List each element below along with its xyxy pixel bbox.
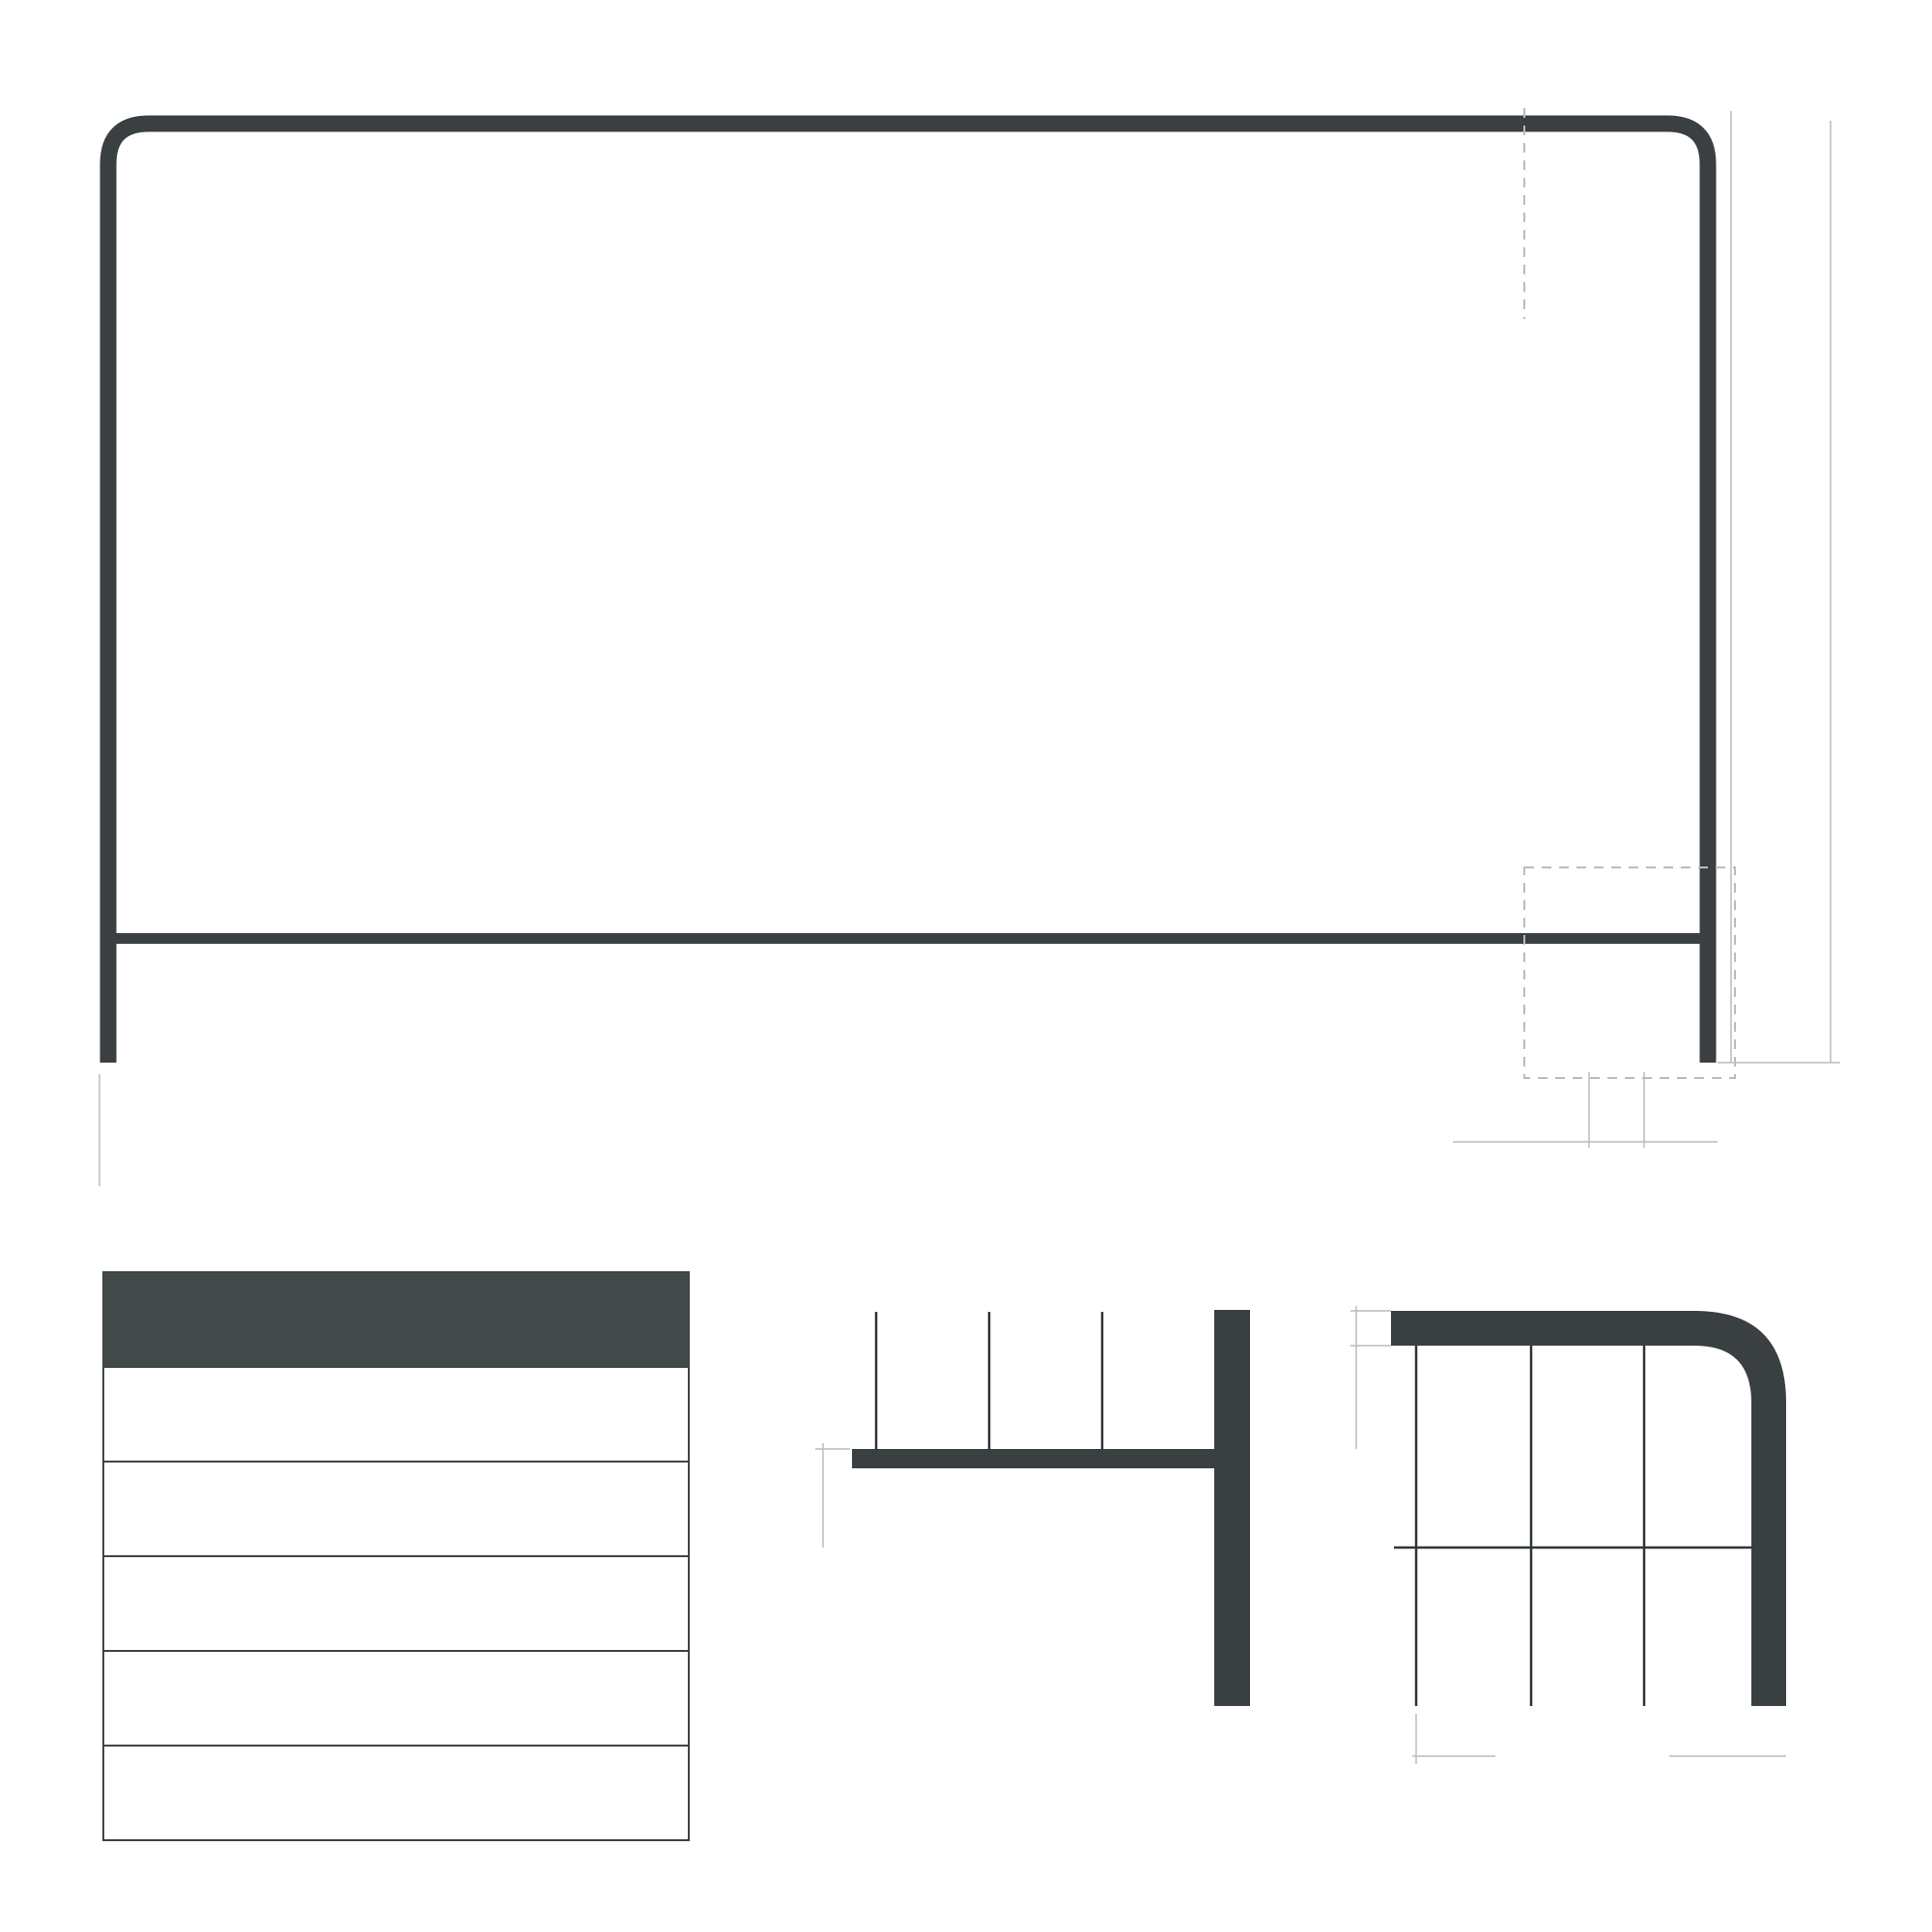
detail-corner-tube xyxy=(1391,1311,1786,1706)
bottom-dimensions xyxy=(99,1072,1718,1186)
spec-row-mesh xyxy=(104,1555,688,1650)
spec-row-frame-tube xyxy=(104,1650,688,1745)
spec-row-wire xyxy=(104,1461,688,1555)
spec-row-dimensions xyxy=(104,1366,688,1461)
detail-horizontal-tube xyxy=(852,1449,1216,1468)
detail-frame-tube xyxy=(1214,1310,1250,1706)
detail-horizontal-joint xyxy=(815,1310,1250,1706)
fence-panel xyxy=(108,124,1708,1063)
frame-tube xyxy=(108,124,1708,1063)
right-dimensions xyxy=(1718,111,1840,1063)
detail-frame-corner xyxy=(1350,1306,1786,1764)
horizontal-tube xyxy=(116,933,1700,944)
spec-table-title xyxy=(104,1273,688,1366)
spec-row-horizontal-tube xyxy=(104,1745,688,1839)
spec-table xyxy=(102,1271,690,1841)
